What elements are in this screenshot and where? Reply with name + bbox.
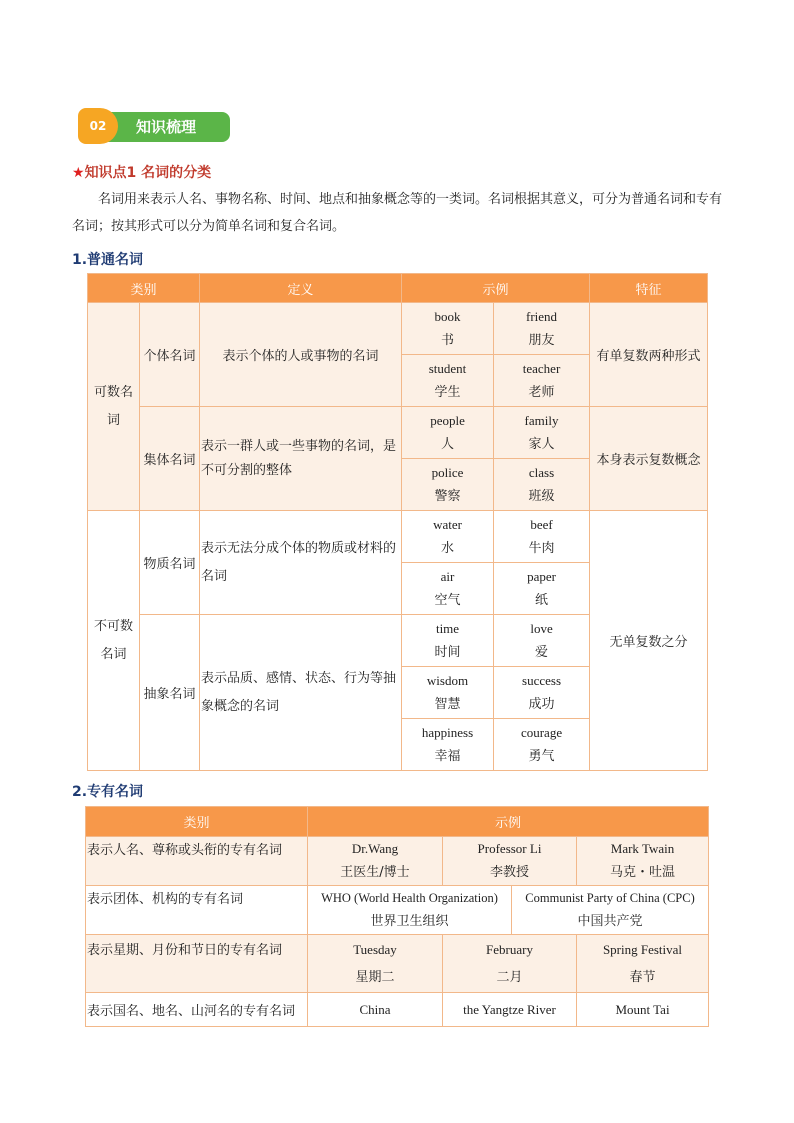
example-cell: Mark Twain 马克・吐温 [577,837,709,886]
material-label: 物质名词 [140,511,200,615]
example-cell: water 水 [402,511,494,563]
example-cell: Professor Li 李教授 [443,837,577,886]
uncountable-label: 不可数名词 [88,511,140,771]
example-cell: people 人 [402,407,494,459]
uncountable-feature: 无单复数之分 [590,511,708,771]
material-definition: 表示无法分成个体的物质或材料的名词 [200,511,402,615]
individual-definition: 表示个体的人或事物的名词 [200,303,402,407]
header-feature: 特征 [590,274,708,303]
example-cell: Communist Party of China (CPC) 中国共产党 [512,886,709,935]
common-noun-title: 1.普通名词 [72,252,144,268]
header-example: 示例 [308,807,709,837]
example-cell: China [308,993,443,1027]
header-category: 类别 [86,807,308,837]
example-cell: time 时间 [402,615,494,667]
abstract-definition: 表示品质、感情、状态、行为等抽象概念的名词 [200,615,402,771]
proper-category: 表示国名、地名、山河名的专有名词 [86,993,308,1027]
example-cell: February 二月 [443,935,577,993]
example-cell: air 空气 [402,563,494,615]
example-cell: book 书 [402,303,494,355]
example-cell: happiness 幸福 [402,719,494,771]
example-cell: courage 勇气 [494,719,590,771]
proper-noun-table [85,806,709,1027]
example-cell: the Yangtze River [443,993,577,1027]
example-cell: Tuesday 星期二 [308,935,443,993]
individual-feature: 有单复数两种形式 [590,303,708,407]
example-cell: success 成功 [494,667,590,719]
example-cell: WHO (World Health Organization) 世界卫生组织 [308,886,512,935]
knowledge-point-text: 知识点1 名词的分类 [84,165,212,181]
example-cell: beef 牛肉 [494,511,590,563]
example-cell: class 班级 [494,459,590,511]
collective-label: 集体名词 [140,407,200,511]
example-cell: wisdom 智慧 [402,667,494,719]
collective-feature: 本身表示复数概念 [590,407,708,511]
proper-category: 表示星期、月份和节日的专有名词 [86,935,308,993]
example-cell: student 学生 [402,355,494,407]
badge-number: 02 [78,108,118,144]
example-cell: love 爱 [494,615,590,667]
example-cell: friend 朋友 [494,303,590,355]
example-cell: Dr.Wang 王医生/博士 [308,837,443,886]
common-noun-table [87,273,708,771]
proper-noun-title: 2.专有名词 [72,784,144,800]
example-cell: family 家人 [494,407,590,459]
section-badge [78,108,230,144]
star-icon: ★ [72,165,85,181]
example-cell: Mount Tai [577,993,709,1027]
proper-category: 表示人名、尊称或头衔的专有名词 [86,837,308,886]
example-cell: teacher 老师 [494,355,590,407]
proper-category: 表示团体、机构的专有名词 [86,886,308,935]
countable-label: 可数名词 [88,303,140,511]
individual-label: 个体名词 [140,303,200,407]
header-example: 示例 [402,274,590,303]
example-cell: paper 纸 [494,563,590,615]
header-category: 类别 [88,274,200,303]
collective-definition: 表示一群人或一些事物的名词，是不可分割的整体 [200,407,402,511]
abstract-label: 抽象名词 [140,615,200,771]
knowledge-point-title [72,162,211,182]
header-definition: 定义 [200,274,402,303]
example-cell: Spring Festival 春节 [577,935,709,993]
badge-label: 知识梳理 [136,118,197,136]
example-cell: police 警察 [402,459,494,511]
intro-paragraph: 名词用来表示人名、事物名称、时间、地点和抽象概念等的一类词。名词根据其意义，可分为普通名词和专有名词；按其形式可以分为简单名词和复合名词。 [72,192,723,234]
